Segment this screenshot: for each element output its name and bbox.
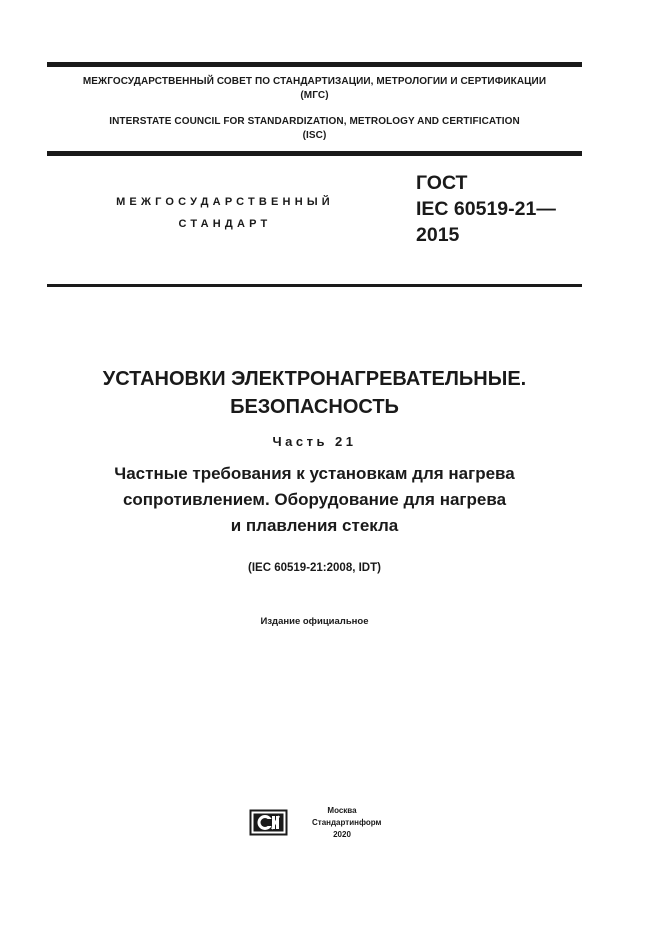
publisher-year: 2020 (333, 830, 351, 839)
header-rule (47, 284, 582, 287)
publisher-city: Москва (327, 806, 357, 815)
standartinform-logo (249, 809, 288, 836)
part-label: Часть 21 (272, 434, 357, 449)
council-en-abbr: (ISC) (302, 130, 327, 141)
standard-type (100, 191, 350, 235)
subtitle-line3: и плавления стекла (230, 516, 399, 535)
main-title-line1: УСТАНОВКИ ЭЛЕКТРОНАГРЕВАТЕЛЬНЫЕ. (102, 368, 527, 390)
designation-line2: IEC 60519-21— (416, 198, 556, 220)
top-rule (47, 62, 582, 67)
council-ru-abbr: (МГС) (300, 90, 329, 101)
subtitle-line1: Частные требования к установкам для нагрева (114, 464, 515, 483)
designation-line1: ГОСТ (416, 172, 468, 194)
publisher-name: Стандартинформ (312, 818, 382, 827)
main-title-line2: БЕЗОПАСНОСТЬ (230, 396, 399, 418)
publisher-block (312, 805, 382, 841)
standard-designation (416, 170, 556, 248)
council-ru-name: МЕЖГОСУДАРСТВЕННЫЙ СОВЕТ ПО СТАНДАРТИЗАЦИИ, МЕТРОЛОГИИ И СЕРТИФИКАЦИИ (82, 76, 547, 87)
standard-type-line2: СТАНДАРТ (178, 218, 272, 230)
edition-label: Издание официальное (260, 616, 369, 627)
council-en-name: INTERSTATE COUNCIL FOR STANDARDIZATION, METROLOGY AND CERTIFICATION (109, 116, 520, 127)
standard-type-line1: МЕЖГОСУДАРСТВЕННЫЙ (116, 196, 334, 208)
council-rule (47, 151, 582, 156)
designation-line3: 2015 (416, 224, 460, 246)
iec-reference: (IEC 60519-21:2008, IDT) (248, 562, 381, 574)
subtitle-line2: сопротивлением. Оборудование для нагрева (122, 490, 507, 509)
